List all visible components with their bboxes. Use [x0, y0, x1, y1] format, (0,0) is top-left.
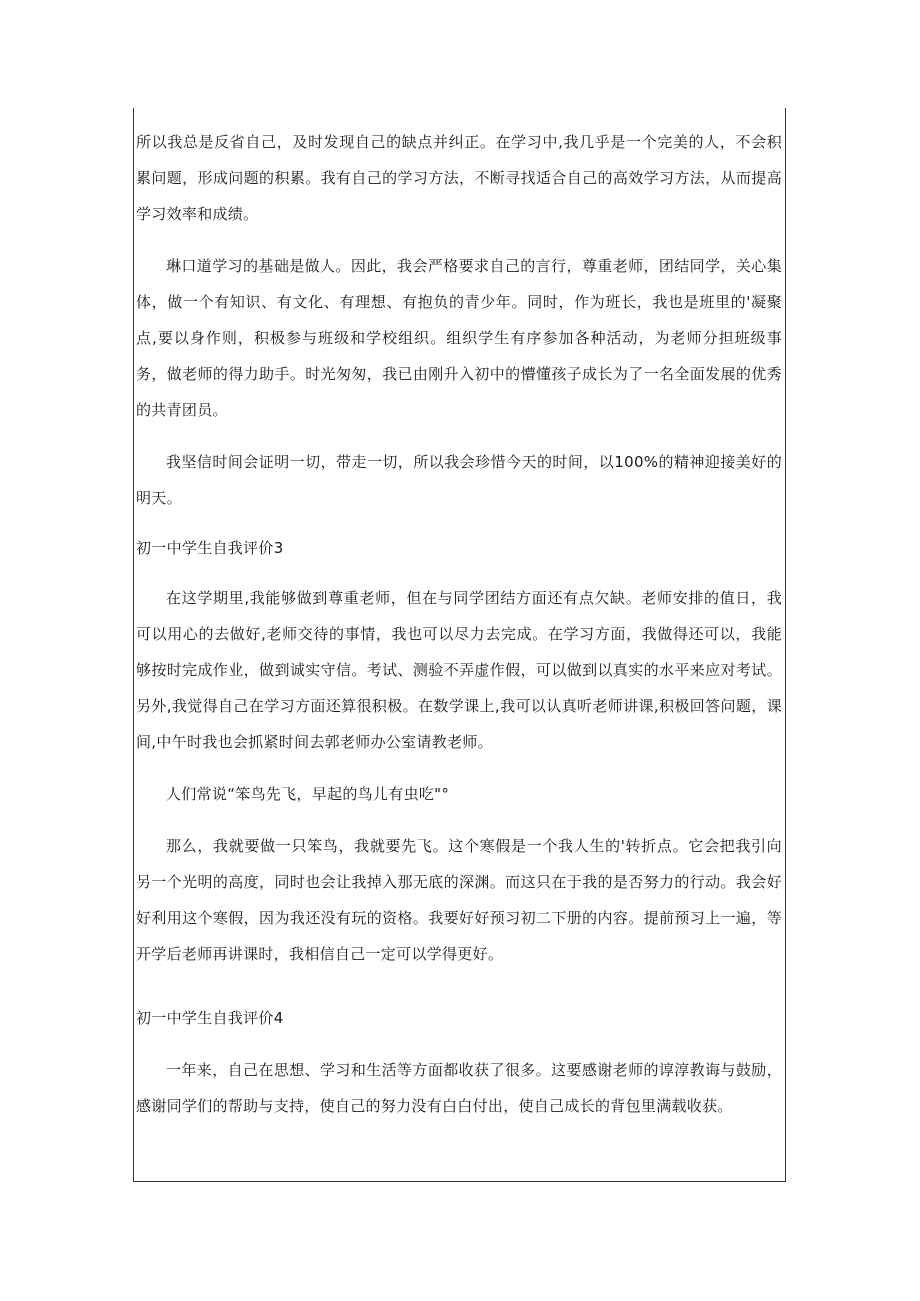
section-heading-4: 初一中学生自我评价4	[136, 1009, 284, 1027]
paragraph-4: 在这学期里,我能够做到尊重老师，但在与同学团结方面还有点欠缺。老师安排的值日，我可以用心的去做好,老师交待的事情，我也可以尽力去完成。在学习方面，我做得还可以，我能够按时完成作业，做到诚实守信。考试、测验不弄虚作假，可以做到以真实的水平来应对考试。另外,我觉得自己在学习方面还算很积极。在数学课上,我可以认真听老师讲课,积极回答问题，课间,中午时我也会抓紧时间去郭老师办公室请教老师。	[136, 589, 782, 751]
paragraph-5: 人们常说“笨鸟先飞，早起的鸟儿有虫吃"°	[166, 785, 450, 803]
paragraph-3: 我坚信时间会证明一切，带走一切，所以我会珍惜今天的时间，以100%的精神迎接美好的明天。	[136, 453, 782, 507]
document-body	[136, 124, 782, 1124]
paragraph-1: 所以我总是反省自己，及时发现自己的缺点并纠正。在学习中,我几乎是一个完美的人，不会积累问题，形成问题的积累。我有自己的学习方法，不断寻找适合自己的高效学习方法，从而提高学习效率和成绩。	[136, 133, 782, 223]
paragraph-2: 琳口道学习的基础是做人。因此，我会严格要求自己的言行，尊重老师，团结同学，关心集体，做一个有知识、有文化、有理想、有抱负的青少年。同时，作为班长，我也是班里的'凝聚点,要以身作则，积极参与班级和学校组织。组织学生有序参加各种活动，为老师分担班级事务，做老师的得力助手。时光匆匆，我已由刚升入初中的懵懂孩子成长为了一名全面发展的优秀的共青团员。	[136, 257, 782, 419]
paragraph-7: 一年来，自己在思想、学习和生活等方面都收获了很多。这要感谢老师的谆淳教诲与鼓励，感谢同学们的帮助与支持，使自己的努力没有白白付出，使自己成长的背包里满载收获。	[136, 1061, 782, 1115]
section-heading-3: 初一中学生自我评价3	[136, 539, 284, 557]
paragraph-6: 那么，我就要做一只笨鸟，我就要先飞。这个寒假是一个我人生的'转折点。它会把我引向另一个光明的高度，同时也会让我掉入那无底的深渊。而这只在于我的是否努力的行动。我会好好利用这个寒假，因为我还没有玩的资格。我要好好预习初二下册的内容。提前预习上一遍，等开学后老师再讲课时，我相信自己一定可以学得更好。	[136, 837, 782, 963]
